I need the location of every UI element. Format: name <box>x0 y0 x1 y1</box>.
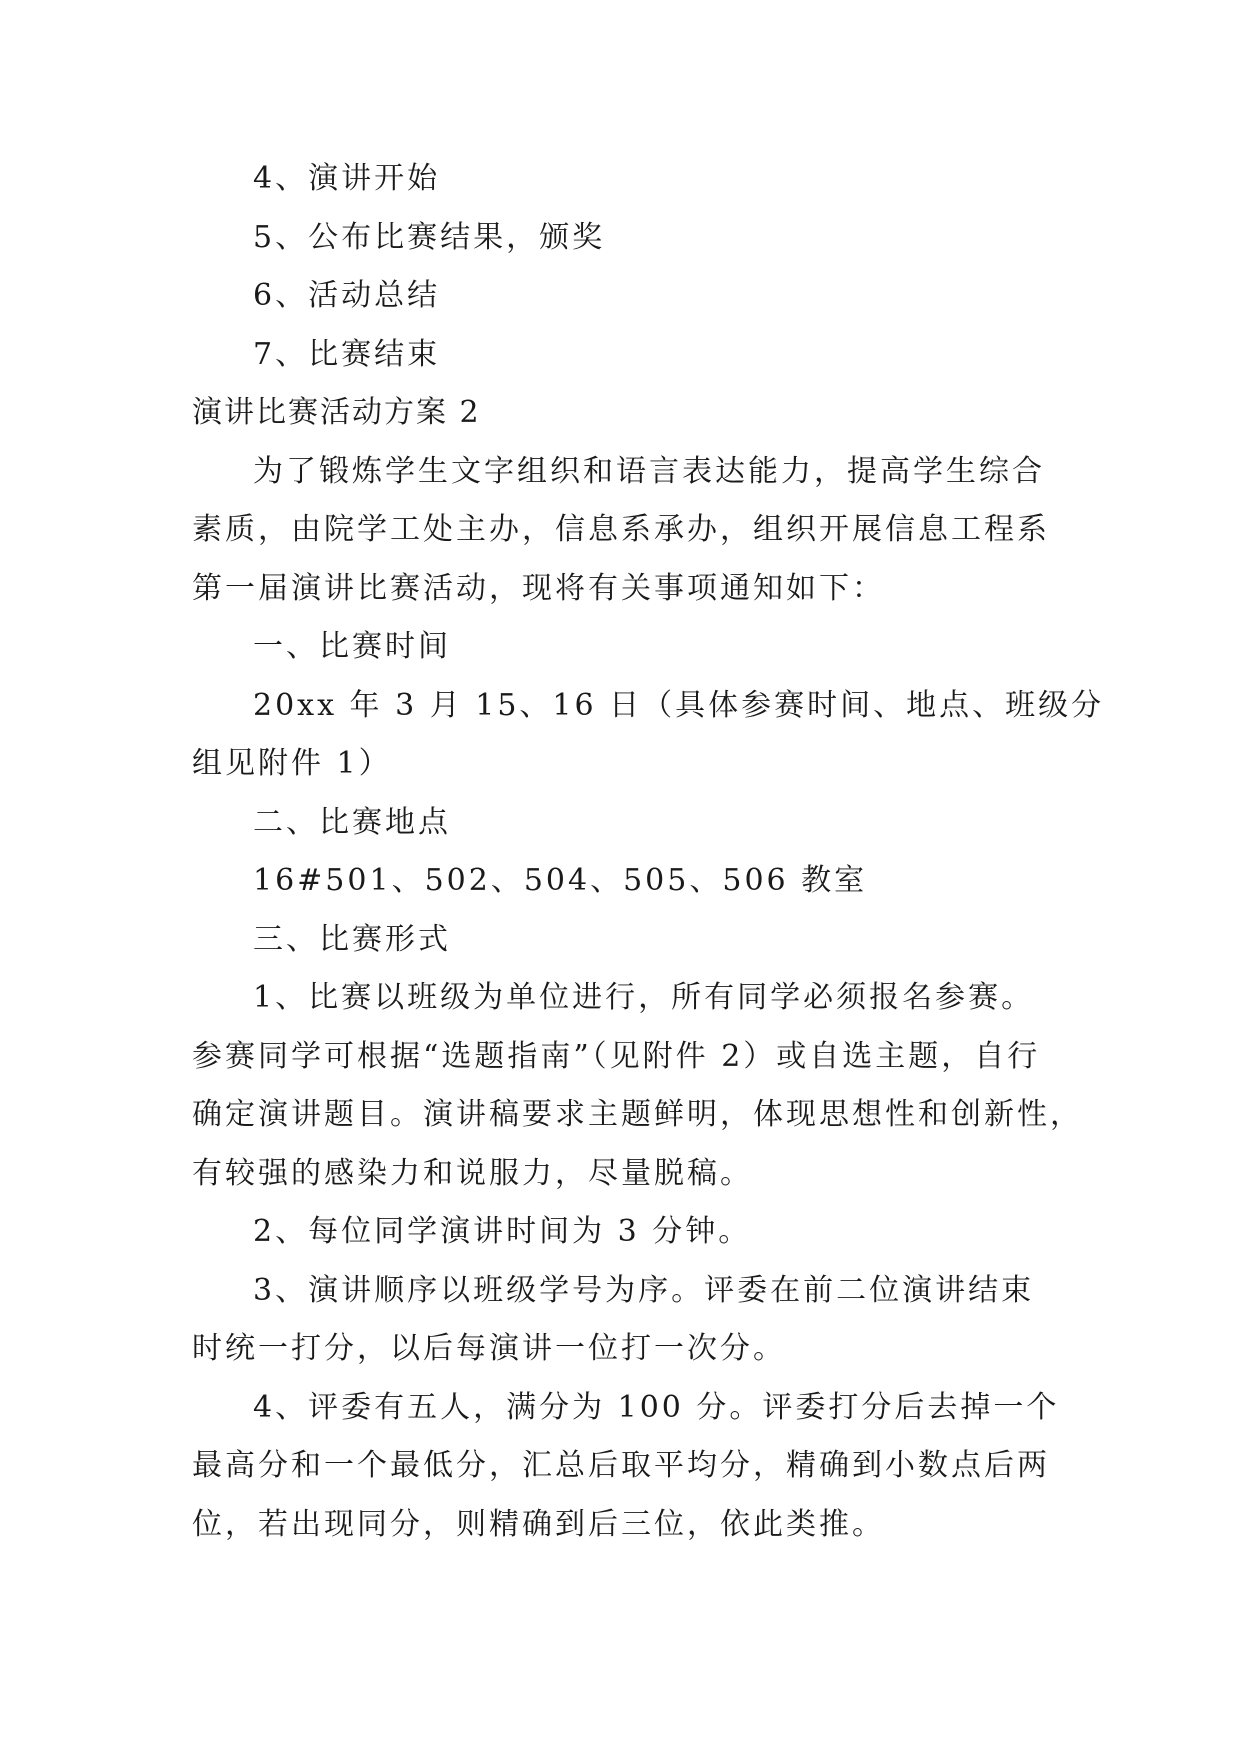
list-item: 4、演讲开始 <box>253 161 441 196</box>
list-item: 6、活动总结 <box>253 278 441 313</box>
paragraph-line: 20xx 年 3 月 15、16 日（具体参赛时间、地点、班级分 <box>253 687 1105 723</box>
paragraph-line: 确定演讲题目。演讲稿要求主题鲜明，体现思想性和创新性， <box>192 1097 1083 1132</box>
paragraph-line: 参赛同学可根据“选题指南”（见附件 2）或自选主题，自行 <box>192 1038 1041 1074</box>
paragraph-line: 1、比赛以班级为单位进行，所有同学必须报名参赛。 <box>253 980 1035 1015</box>
paragraph-line: 为了锻炼学生文字组织和语言表达能力，提高学生综合 <box>253 453 1045 489</box>
list-item: 5、公布比赛结果，颁奖 <box>253 219 606 255</box>
paragraph-line: 最高分和一个最低分，汇总后取平均分，精确到小数点后两 <box>192 1448 1050 1483</box>
paragraph-line: 第一届演讲比赛活动，现将有关事项通知如下： <box>192 570 885 606</box>
section-subheading: 一、比赛时间 <box>253 629 451 664</box>
paragraph-line: 3、演讲顺序以班级学号为序。评委在前二位演讲结束 <box>253 1272 1035 1308</box>
paragraph-line: 时统一打分，以后每演讲一位打一次分。 <box>192 1331 786 1366</box>
paragraph-line: 组见附件 1） <box>192 746 392 781</box>
document-page <box>192 150 1105 1554</box>
section-subheading: 三、比赛形式 <box>253 921 451 957</box>
paragraph-line: 4、评委有五人，满分为 100 分。评委打分后去掉一个 <box>253 1389 1060 1425</box>
list-item: 7、比赛结束 <box>253 336 441 372</box>
paragraph-line: 2、每位同学演讲时间为 3 分钟。 <box>253 1214 752 1249</box>
paragraph-line: 有较强的感染力和说服力，尽量脱稿。 <box>192 1155 753 1191</box>
paragraph-line: 素质，由院学工处主办，信息系承办，组织开展信息工程系 <box>192 512 1050 547</box>
paragraph-line: 位，若出现同分，则精确到后三位，依此类推。 <box>192 1506 885 1542</box>
section-subheading: 二、比赛地点 <box>253 804 451 840</box>
section-heading: 演讲比赛活动方案 2 <box>192 395 481 430</box>
paragraph-line: 16#501、502、504、505、506 教室 <box>253 863 868 898</box>
